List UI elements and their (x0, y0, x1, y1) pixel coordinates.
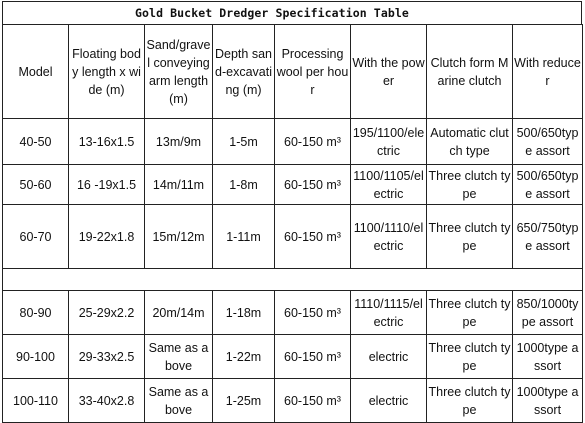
cell-reducer: 1000type assort (513, 335, 583, 379)
cell-model: 40-50 (3, 119, 69, 165)
cell-depth: 1-11m (213, 205, 275, 269)
spacer-cell (3, 269, 583, 291)
header-row (3, 25, 583, 119)
cell-floating-body: 25-29x2.2 (69, 291, 145, 335)
table-title-row (2, 1, 582, 25)
cell-model: 60-70 (3, 205, 69, 269)
cell-power: 1100/1110/electric (351, 205, 427, 269)
header-processing: Processing wool per hour (275, 25, 351, 119)
table-row (3, 379, 583, 423)
cell-arm-length: 15m/12m (145, 205, 213, 269)
cell-clutch: Automatic clutch type (427, 119, 513, 165)
cell-arm-length: Same as above (145, 379, 213, 423)
cell-processing: 60-150 m³ (275, 165, 351, 205)
table-row (3, 291, 583, 335)
cell-depth: 1-22m (213, 335, 275, 379)
cell-arm-length: 20m/14m (145, 291, 213, 335)
cell-model: 50-60 (3, 165, 69, 205)
cell-power: electric (351, 379, 427, 423)
cell-processing: 60-150 m³ (275, 205, 351, 269)
cell-model: 80-90 (3, 291, 69, 335)
cell-clutch: Three clutch type (427, 379, 513, 423)
table-row (3, 335, 583, 379)
table-title: Gold Bucket Dredger Specification Table (135, 6, 409, 20)
cell-arm-length: 13m/9m (145, 119, 213, 165)
cell-processing: 60-150 m³ (275, 291, 351, 335)
cell-arm-length: Same as above (145, 335, 213, 379)
cell-power: 1110/1115/electric (351, 291, 427, 335)
cell-reducer: 1000type assort (513, 379, 583, 423)
cell-power: 195/1100/electric (351, 119, 427, 165)
cell-clutch: Three clutch type (427, 335, 513, 379)
cell-clutch: Three clutch type (427, 165, 513, 205)
cell-floating-body: 13-16x1.5 (69, 119, 145, 165)
header-floating-body: Floating body length x wide (m) (69, 25, 145, 119)
cell-reducer: 500/650type assort (513, 119, 583, 165)
cell-floating-body: 33-40x2.8 (69, 379, 145, 423)
header-power: With the power (351, 25, 427, 119)
cell-reducer: 850/1000type assort (513, 291, 583, 335)
cell-depth: 1-25m (213, 379, 275, 423)
spec-table-page (2, 1, 582, 417)
spacer-row (3, 269, 583, 291)
cell-clutch: Three clutch type (427, 291, 513, 335)
specification-table (2, 24, 583, 423)
cell-model: 90-100 (3, 335, 69, 379)
cell-floating-body: 19-22x1.8 (69, 205, 145, 269)
cell-arm-length: 14m/11m (145, 165, 213, 205)
header-clutch: Clutch form Marine clutch (427, 25, 513, 119)
table-row (3, 205, 583, 269)
cell-clutch: Three clutch type (427, 205, 513, 269)
cell-depth: 1-5m (213, 119, 275, 165)
header-depth: Depth sand-excavating (m) (213, 25, 275, 119)
cell-depth: 1-8m (213, 165, 275, 205)
header-model: Model (3, 25, 69, 119)
cell-power: 1100/1105/electric (351, 165, 427, 205)
table-row (3, 165, 583, 205)
table-row (3, 119, 583, 165)
cell-reducer: 500/650type assort (513, 165, 583, 205)
header-reducer: With reducer (513, 25, 583, 119)
cell-model: 100-110 (3, 379, 69, 423)
header-arm-length: Sand/gravel conveying arm length (m) (145, 25, 213, 119)
cell-floating-body: 29-33x2.5 (69, 335, 145, 379)
cell-depth: 1-18m (213, 291, 275, 335)
cell-floating-body: 16 -19x1.5 (69, 165, 145, 205)
cell-reducer: 650/750type assort (513, 205, 583, 269)
cell-processing: 60-150 m³ (275, 119, 351, 165)
cell-processing: 60-150 m³ (275, 379, 351, 423)
cell-power: electric (351, 335, 427, 379)
cell-processing: 60-150 m³ (275, 335, 351, 379)
